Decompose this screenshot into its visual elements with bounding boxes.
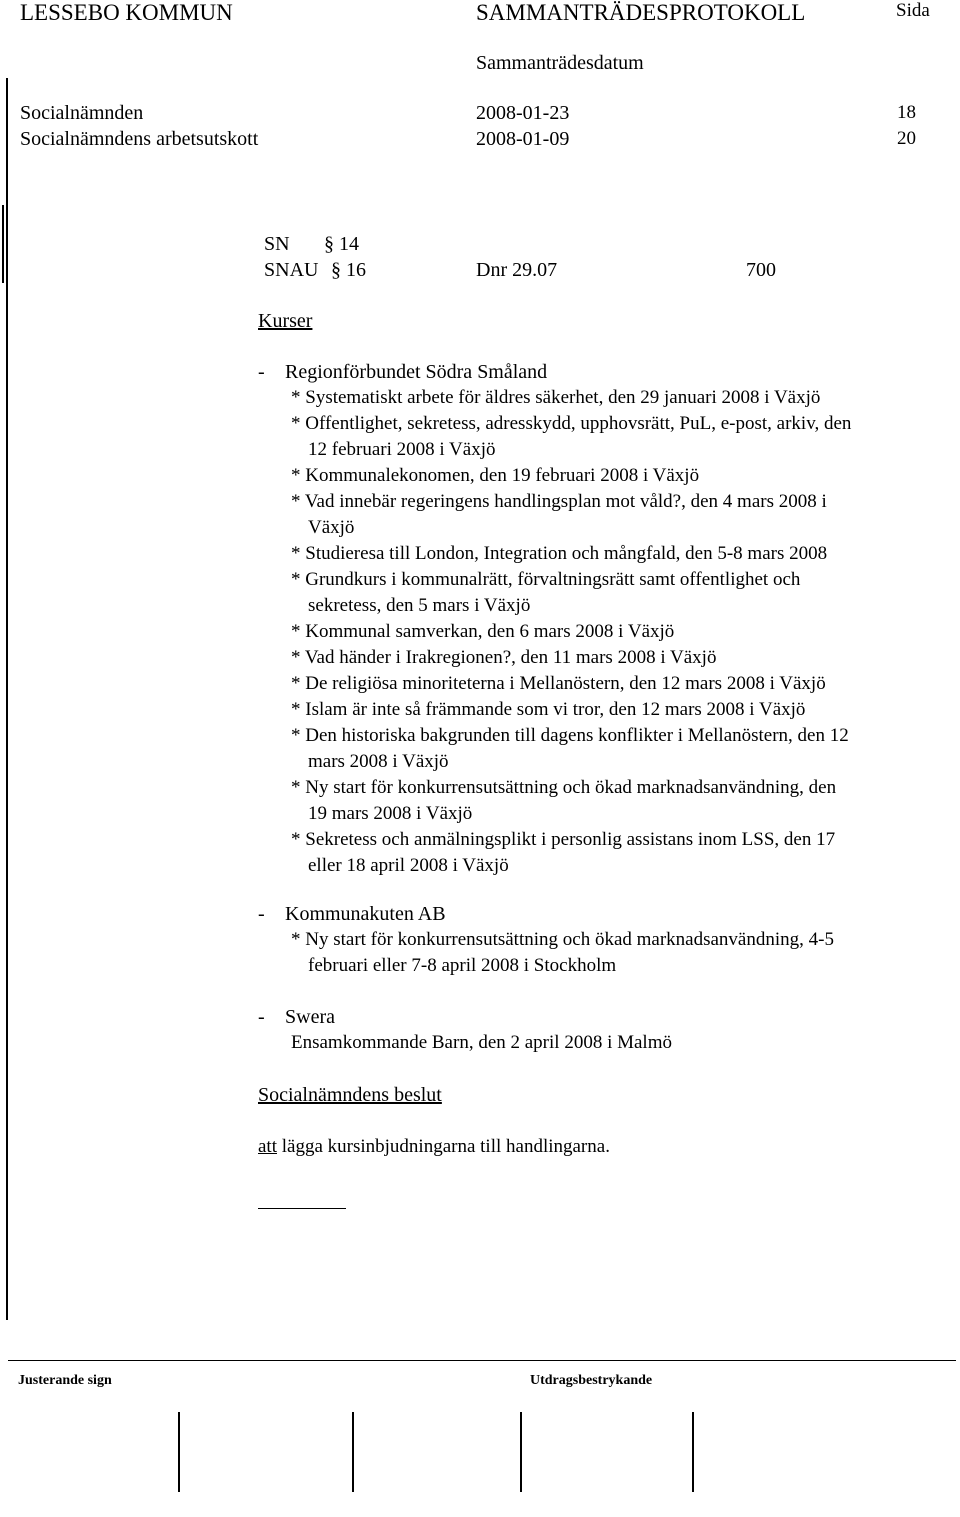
course-item: * Kommunalekonomen, den 19 februari 2008 i Växjö	[291, 465, 700, 486]
course-item: * Islam är inte så främmande som vi tror, den 12 mars 2008 i Växjö	[291, 699, 806, 720]
section-title: Kurser	[258, 310, 313, 332]
footer-rule	[8, 1360, 956, 1361]
course-item: * Offentlighet, sekretess, adresskydd, upphovsrätt, PuL, e-post, arkiv, den	[291, 413, 852, 434]
footer-sign-label: Justerande sign	[18, 1373, 112, 1388]
course-item: * Sekretess och anmälningsplikt i personlig assistans inom LSS, den 17	[291, 829, 836, 850]
course-item: * Ny start för konkurrensutsättning och ökad marknadsanvändning, 4-5	[291, 929, 834, 950]
course-item: Ensamkommande Barn, den 2 april 2008 i Malmö	[291, 1032, 672, 1053]
course-item: * Den historiska bakgrunden till dagens konflikter i Mellanöstern, den 12	[291, 725, 849, 746]
sn-paragraph: § 14	[324, 233, 359, 255]
course-item: * Vad innebär regeringens handlingsplan mot våld?, den 4 mars 2008 i	[291, 491, 827, 512]
org-name: Swera	[285, 1006, 335, 1028]
course-item: * Kommunal samverkan, den 6 mars 2008 i Växjö	[291, 621, 675, 642]
course-item-continued: februari eller 7-8 april 2008 i Stockholm	[308, 955, 617, 976]
body-name: Socialnämnden	[20, 102, 144, 124]
page-number: 20	[897, 128, 916, 149]
footer-extract-label: Utdragsbestrykande	[530, 1373, 653, 1388]
page-label: Sida	[896, 0, 930, 21]
course-item-continued: mars 2008 i Växjö	[308, 751, 449, 772]
decision-heading: Socialnämndens beslut	[258, 1084, 442, 1106]
course-item-continued: 19 mars 2008 i Växjö	[308, 803, 473, 824]
margin-line-short	[2, 205, 4, 283]
course-item-continued: sekretess, den 5 mars i Växjö	[308, 595, 531, 616]
municipality-name: LESSEBO KOMMUN	[20, 0, 233, 25]
meeting-date: 2008-01-09	[476, 128, 570, 150]
course-item: * Studieresa till London, Integration och mångfald, den 5-8 mars 2008	[291, 543, 828, 564]
course-item: * Systematiskt arbete för äldres säkerhet, den 29 januari 2008 i Växjö	[291, 387, 821, 408]
course-item: * De religiösa minoriteterna i Mellanöstern, den 12 mars 2008 i Växjö	[291, 673, 826, 694]
meeting-date: 2008-01-23	[476, 102, 570, 124]
org-name: Kommunakuten AB	[285, 903, 446, 925]
decision-body: lägga kursinbjudningarna till handlingarna.	[277, 1136, 610, 1157]
meeting-date-label: Sammanträdesdatum	[476, 52, 644, 74]
signature-box-line	[692, 1412, 694, 1492]
diary-number: Dnr 29.07	[476, 259, 558, 281]
course-item-continued: 12 februari 2008 i Växjö	[308, 439, 496, 460]
signature-box-line	[520, 1412, 522, 1492]
course-item-continued: eller 18 april 2008 i Växjö	[308, 855, 509, 876]
page-number: 18	[897, 102, 916, 123]
signature-box-line	[178, 1412, 180, 1492]
org-dash: -	[258, 361, 265, 383]
decision-att: att	[258, 1136, 277, 1157]
org-dash: -	[258, 903, 265, 925]
course-item: * Grundkurs i kommunalrätt, förvaltningsrätt samt offentlighet och	[291, 569, 801, 590]
end-rule	[258, 1208, 346, 1209]
signature-box-line	[352, 1412, 354, 1492]
course-item: * Ny start för konkurrensutsättning och ökad marknadsanvändning, den	[291, 777, 837, 798]
snau-paragraph: § 16	[331, 259, 366, 281]
case-code: 700	[746, 259, 776, 281]
document-type: SAMMANTRÄDESPROTOKOLL	[476, 0, 806, 25]
sn-label: SN	[264, 233, 290, 255]
decision-text	[258, 1136, 610, 1158]
course-item-continued: Växjö	[308, 517, 355, 538]
course-item: * Vad händer i Irakregionen?, den 11 mars 2008 i Växjö	[291, 647, 717, 668]
body-name: Socialnämndens arbetsutskott	[20, 128, 259, 150]
margin-line	[6, 78, 8, 1320]
org-dash: -	[258, 1006, 265, 1028]
org-name: Regionförbundet Södra Småland	[285, 361, 548, 383]
snau-label: SNAU	[264, 259, 319, 281]
